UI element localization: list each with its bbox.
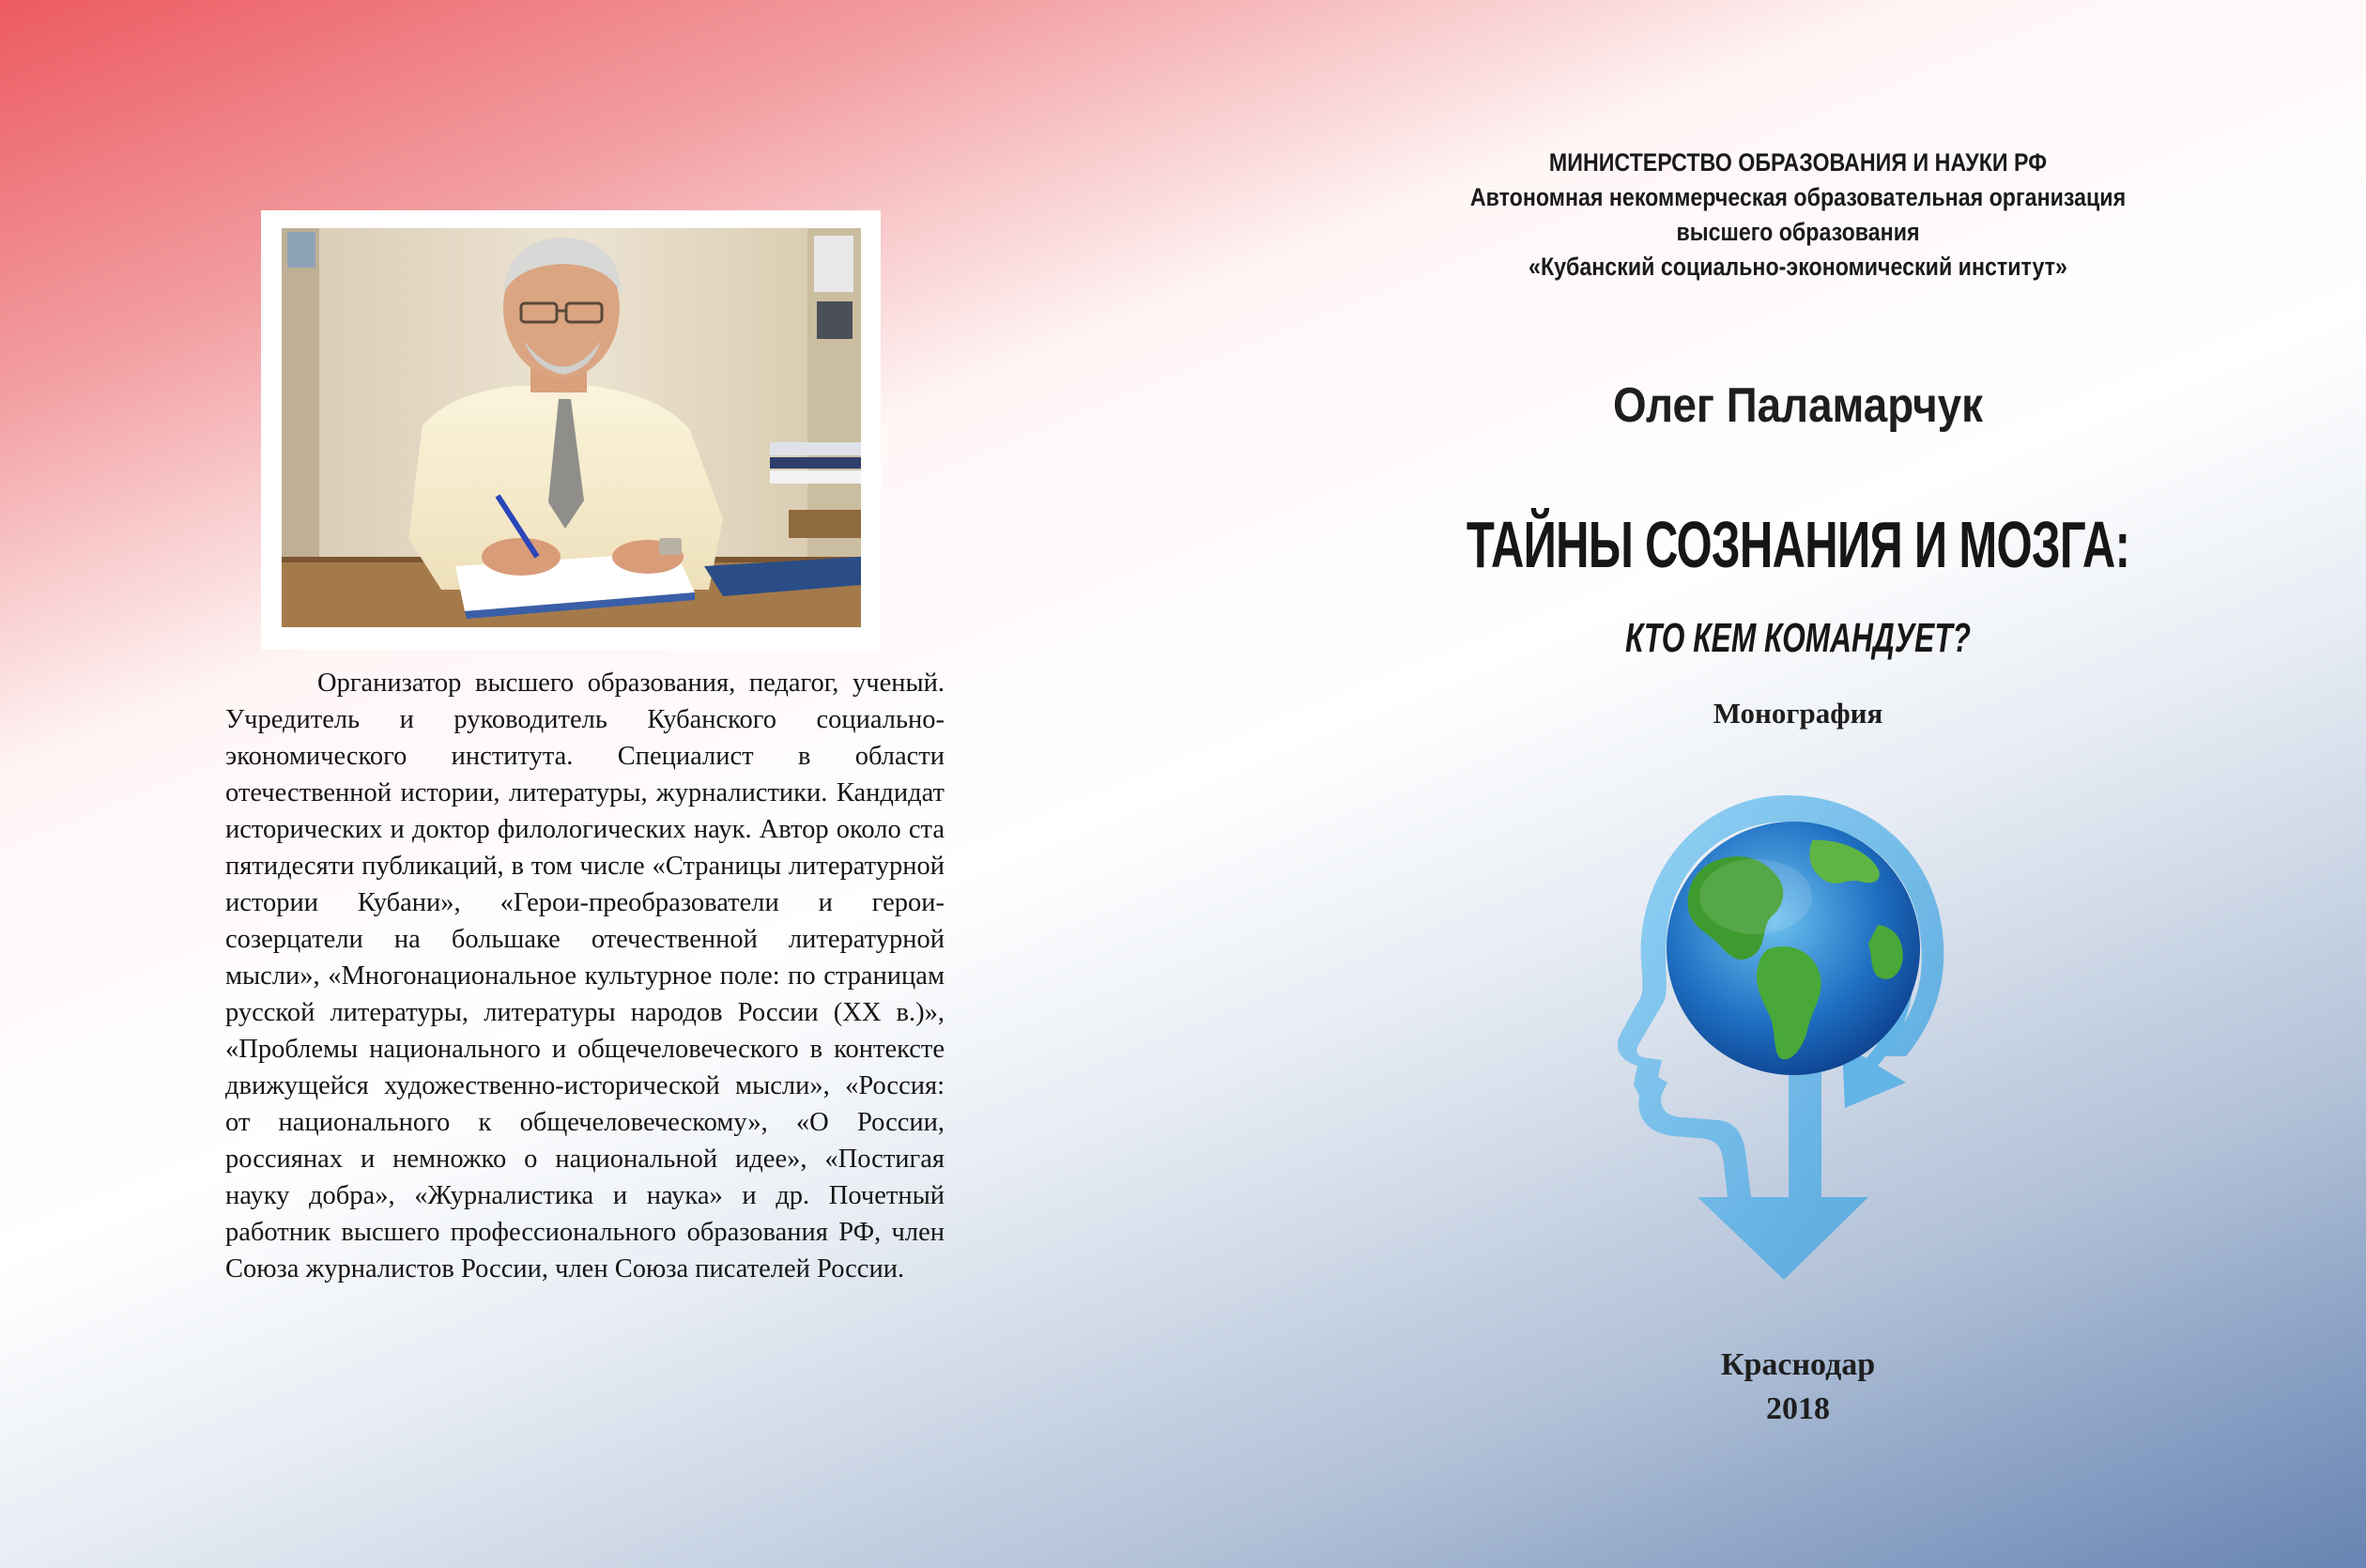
organization-line: Автономная некоммерческая образовательная организация [1469,183,2127,211]
book-genre: Монография [1713,697,1883,730]
author-photo [282,228,861,627]
author-bio: Организатор высшего образования, педагог, ученый. Учредитель и руководитель Кубанского социально-экономического института. Специалист в области отечественной истории, литературы, журналистики. Кандидат исторических и доктор филологических наук. Автор около ста пятидесяти публикаций, в том числе «Страницы литературной истории Кубани», «Герои-преобразователи и герои-созерцатели на большаке отечественной литературной мысли», «Многонациональное культурное поле: по страницам русской литературы, литературы народов России (XX в.)», «Проблемы национального и общечеловеческого в контексте движущейся художественно-исторической мысли», «Россия: от национального к общечеловеческому», «О России, россиянах и немножко о национальной идее», «Постигая науку добра», «Журналистика и наука» и др. Почетный работник высшего профессионального образования РФ, член Союза журналистов России, член Союза писателей России. [225,669,945,1284]
publication-city: Краснодар [1720,1347,1876,1382]
head-globe-icon [1596,784,1972,1282]
book-author: Олег Паламарчук [1613,378,1983,433]
ministry-line: МИНИСТЕРСТВО ОБРАЗОВАНИЯ И НАУКИ РФ [1548,148,2048,177]
publication-year: 2018 [1766,1391,1830,1426]
book-title: ТАЙНЫ СОЗНАНИЯ И МОЗГА: [1466,508,2130,581]
institute-line: «Кубанский социально-экономический институт» [1529,253,2067,281]
book-subtitle: КТО КЕМ КОМАНДУЕТ? [1624,615,1972,661]
education-line: высшего образования [1676,218,1920,246]
publisher-block [1382,146,2214,284]
